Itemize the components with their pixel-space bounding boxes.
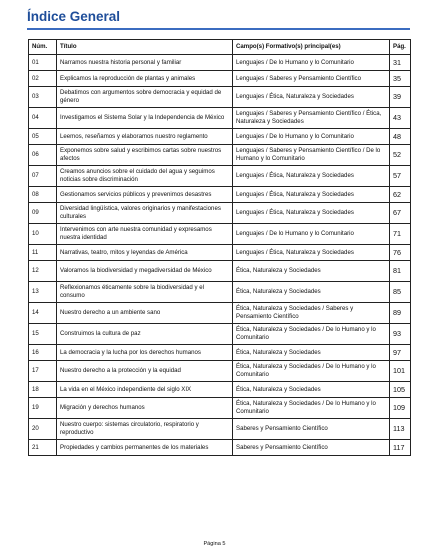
table-row: [29, 419, 411, 440]
row-title: Exponemos sobre salud y escribimos cartas sobre nuestros afectos: [57, 145, 233, 166]
row-title: La vida en el México independiente del siglo XIX: [57, 382, 233, 398]
row-field: Ética, Naturaleza y Sociedades / Saberes y Pensamiento Científico: [233, 303, 390, 324]
row-field: Lenguajes / Saberes y Pensamiento Científico / Ética, Naturaleza y Sociedades: [233, 108, 390, 129]
header-page: Pág.: [390, 40, 411, 55]
row-number: 08: [29, 187, 57, 203]
row-number: 06: [29, 145, 57, 166]
row-field: Lenguajes / Saberes y Pensamiento Científico: [233, 71, 390, 87]
row-title: Nuestro derecho a la protección y la equidad: [57, 361, 233, 382]
row-field: Saberes y Pensamiento Científico: [233, 419, 390, 440]
table-row: [29, 345, 411, 361]
row-title: Construimos la cultura de paz: [57, 324, 233, 345]
row-page: 35: [390, 71, 411, 87]
table-row: [29, 324, 411, 345]
row-page: 109: [390, 398, 411, 419]
row-number: 07: [29, 166, 57, 187]
table-row: [29, 55, 411, 71]
table-row: [29, 145, 411, 166]
table-row: [29, 224, 411, 245]
row-title: Narramos nuestra historia personal y familiar: [57, 55, 233, 71]
row-page: 81: [390, 261, 411, 282]
header-title: Título: [57, 40, 233, 55]
row-page: 93: [390, 324, 411, 345]
row-page: 101: [390, 361, 411, 382]
row-title: Gestionamos servicios públicos y prevenimos desastres: [57, 187, 233, 203]
row-number: 15: [29, 324, 57, 345]
row-number: 14: [29, 303, 57, 324]
row-field: Ética, Naturaleza y Sociedades / De lo Humano y lo Comunitario: [233, 361, 390, 382]
row-number: 18: [29, 382, 57, 398]
row-field: Lenguajes / Ética, Naturaleza y Sociedades: [233, 187, 390, 203]
row-page: 117: [390, 440, 411, 456]
table-row: [29, 440, 411, 456]
row-field: Lenguajes / Saberes y Pensamiento Científico / De lo Humano y lo Comunitario: [233, 145, 390, 166]
table-row: [29, 87, 411, 108]
row-title: Nuestro cuerpo: sistemas circulatorio, respiratorio y reproductivo: [57, 419, 233, 440]
row-page: 97: [390, 345, 411, 361]
table-row: [29, 361, 411, 382]
table-row: [29, 382, 411, 398]
row-number: 12: [29, 261, 57, 282]
header-field: Campo(s) Formativo(s) principal(es): [233, 40, 390, 55]
row-field: Ética, Naturaleza y Sociedades: [233, 382, 390, 398]
row-page: 113: [390, 419, 411, 440]
row-field: Lenguajes / De lo Humano y lo Comunitario: [233, 55, 390, 71]
page-title: Índice General: [27, 9, 121, 24]
row-number: 10: [29, 224, 57, 245]
table-row: [29, 303, 411, 324]
row-number: 13: [29, 282, 57, 303]
row-field: Lenguajes / Ética, Naturaleza y Sociedades: [233, 245, 390, 261]
row-page: 62: [390, 187, 411, 203]
row-field: Lenguajes / Ética, Naturaleza y Sociedades: [233, 87, 390, 108]
row-page: 67: [390, 203, 411, 224]
row-field: Ética, Naturaleza y Sociedades: [233, 261, 390, 282]
title-underline: [27, 28, 410, 30]
row-number: 05: [29, 129, 57, 145]
table-row: [29, 129, 411, 145]
table-body: [29, 55, 411, 456]
table-row: [29, 71, 411, 87]
row-title: Leemos, reseñamos y elaboramos nuestro reglamento: [57, 129, 233, 145]
table-row: [29, 398, 411, 419]
row-number: 03: [29, 87, 57, 108]
row-page: 39: [390, 87, 411, 108]
page-number: Página 5: [203, 541, 226, 547]
row-page: 31: [390, 55, 411, 71]
row-number: 19: [29, 398, 57, 419]
row-number: 11: [29, 245, 57, 261]
row-page: 105: [390, 382, 411, 398]
row-title: Diversidad lingüística, valores originarios y manifestaciones culturales: [57, 203, 233, 224]
table-row: [29, 108, 411, 129]
row-title: Valoramos la biodiversidad y megadiversidad de México: [57, 261, 233, 282]
row-field: Lenguajes / De lo Humano y lo Comunitario: [233, 129, 390, 145]
table-row: [29, 245, 411, 261]
row-page: 52: [390, 145, 411, 166]
row-field: Lenguajes / Ética, Naturaleza y Sociedades: [233, 203, 390, 224]
row-title: Migración y derechos humanos: [57, 398, 233, 419]
row-field: Lenguajes / Ética, Naturaleza y Sociedades: [233, 166, 390, 187]
row-page: 71: [390, 224, 411, 245]
index-table: [28, 39, 411, 456]
header-num: Núm.: [29, 40, 57, 55]
row-field: Ética, Naturaleza y Sociedades / De lo Humano y lo Comunitario: [233, 324, 390, 345]
row-number: 17: [29, 361, 57, 382]
row-number: 20: [29, 419, 57, 440]
row-title: Debatimos con argumentos sobre democracia y equidad de género: [57, 87, 233, 108]
row-number: 02: [29, 71, 57, 87]
row-title: La democracia y la lucha por los derechos humanos: [57, 345, 233, 361]
row-title: Narrativas, teatro, mitos y leyendas de América: [57, 245, 233, 261]
row-number: 04: [29, 108, 57, 129]
row-page: 43: [390, 108, 411, 129]
row-field: Ética, Naturaleza y Sociedades: [233, 345, 390, 361]
table-row: [29, 166, 411, 187]
row-title: Explicamos la reproducción de plantas y animales: [57, 71, 233, 87]
table-header-row: [29, 40, 411, 55]
row-title: Creamos anuncios sobre el cuidado del agua y seguimos noticias sobre discriminación: [57, 166, 233, 187]
row-page: 48: [390, 129, 411, 145]
row-number: 01: [29, 55, 57, 71]
row-page: 85: [390, 282, 411, 303]
row-number: 09: [29, 203, 57, 224]
row-title: Investigamos el Sistema Solar y la Independencia de México: [57, 108, 233, 129]
row-field: Ética, Naturaleza y Sociedades / De lo Humano y lo Comunitario: [233, 398, 390, 419]
row-page: 89: [390, 303, 411, 324]
row-title: Nuestro derecho a un ambiente sano: [57, 303, 233, 324]
row-page: 57: [390, 166, 411, 187]
table-row: [29, 203, 411, 224]
row-title: Propiedades y cambios permanentes de los materiales: [57, 440, 233, 456]
row-field: Ética, Naturaleza y Sociedades: [233, 282, 390, 303]
row-number: 16: [29, 345, 57, 361]
table-row: [29, 187, 411, 203]
row-field: Lenguajes / De lo Humano y lo Comunitario: [233, 224, 390, 245]
table-row: [29, 282, 411, 303]
table-row: [29, 261, 411, 282]
row-number: 21: [29, 440, 57, 456]
row-page: 76: [390, 245, 411, 261]
row-title: Reflexionamos éticamente sobre la biodiversidad y el consumo: [57, 282, 233, 303]
row-title: Intervenimos con arte nuestra comunidad y expresamos nuestra identidad: [57, 224, 233, 245]
row-field: Saberes y Pensamiento Científico: [233, 440, 390, 456]
